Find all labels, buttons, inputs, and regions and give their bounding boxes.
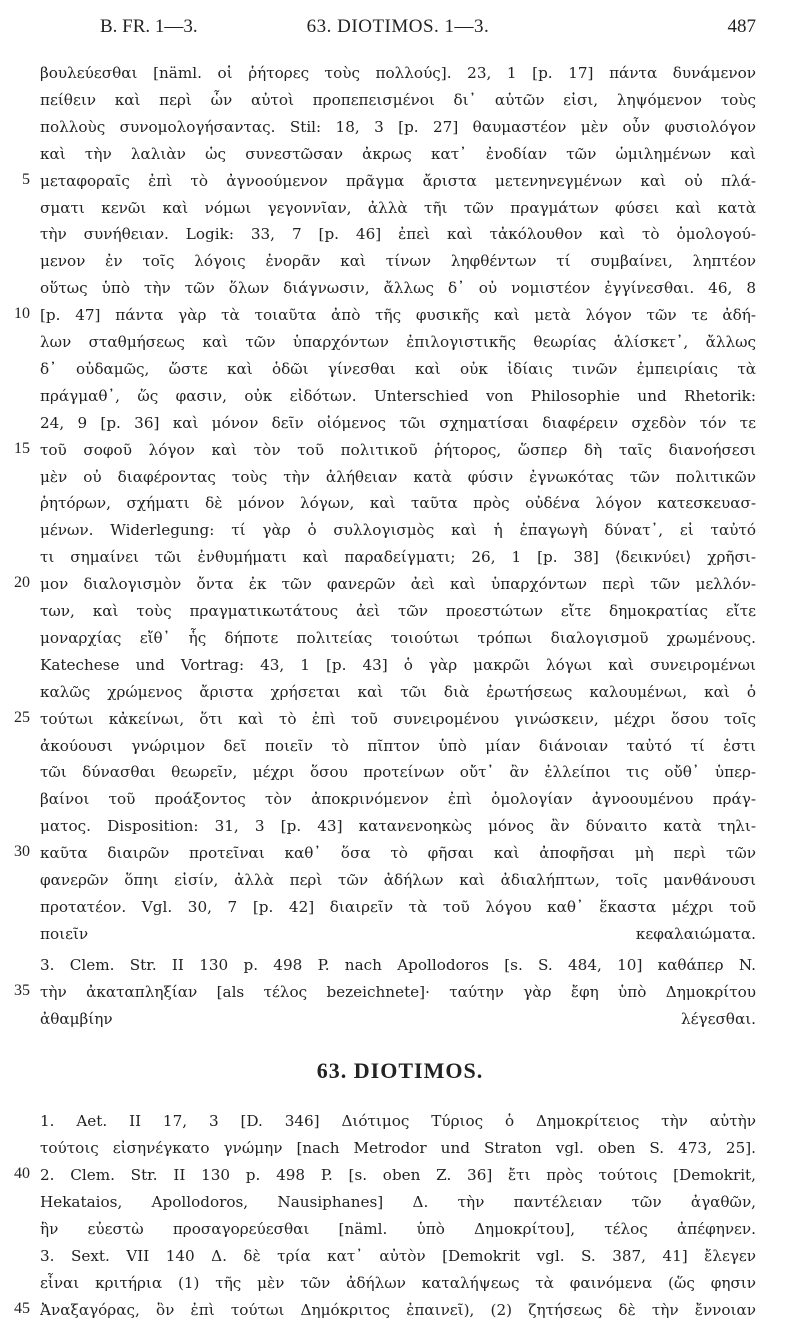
text-line <box>0 1243 800 1269</box>
line-text: μενον ἐν τοῖς λόγοις ἐνορᾶν καὶ τίνων ληφθέντων τί συμβαίνει, ληπτέον <box>40 252 756 271</box>
line-text: μοναρχίας εἴθ᾿ ἧς δήποτε πολιτείας τοιούτωι τρόπωι διαλογισμοῦ χρωμένους. <box>40 628 756 647</box>
text-line <box>0 490 800 516</box>
text-line <box>0 383 800 409</box>
line-number: 35 <box>14 981 30 999</box>
section-heading: 63. DIOTIMOS. <box>316 1058 484 1084</box>
text-line <box>0 60 800 86</box>
text-line <box>0 571 800 597</box>
text-line <box>0 1006 800 1032</box>
text-line <box>0 1270 800 1296</box>
line-text: των, καὶ τοὺς πραγματικωτάτους ἀεὶ τῶν προεστώτων εἴτε δημοκρατίας εἴτε <box>40 602 756 620</box>
text-line <box>0 195 800 221</box>
line-text: οὕτως ὑπὸ τὴν τῶν ὅλων διάγνωσιν, ἄλλως δ᾿ οὐ νομιστέον ἐγγίνεσθαι. 46, 8 <box>40 279 756 298</box>
line-text: φανερῶν ὅπηι εἰσίν, ἀλλὰ περὶ τῶν ἀδήλων καὶ ἀδιαλήπτων, τοῖς μανθάνουσι <box>40 871 756 889</box>
line-text: 3. Clem. Str. II 130 p. 498 P. nach Apollodoros [s. S. 484, 10] καθάπερ N. <box>40 955 756 974</box>
line-number: 45 <box>14 1299 30 1317</box>
line-text: [p. 47] πάντα γὰρ τὰ τοιαῦτα ἀπὸ τῆς φυσικῆς καὶ μετὰ λόγον τῶν τε ἀδή- <box>40 306 756 325</box>
line-text: 2. Clem. Str. II 130 p. 498 P. [s. oben Z. 36] ἔτι πρὸς τούτοις [Demokrit, <box>40 1166 756 1185</box>
line-text: τούτωι κἀκείνωι, ὅτι καὶ τὸ ἐπὶ τοῦ συνειρομένου γινώσκειν, μέχρι ὅσου τοῖς <box>40 709 756 728</box>
line-text: μένων. Widerlegung: τί γὰρ ὁ συλλογισμὸς καὶ ἡ ἐπαγωγὴ δύνατ᾿, εἰ ταὐτό <box>40 521 756 540</box>
line-text: Ἀναξαγόρας, ὃν ἐπὶ τούτωι Δημόκριτος ἐπαινεῖ), (2) ζητήσεως δὲ τὴν ἔννοιαν <box>40 1300 756 1319</box>
line-text: βαίνοι τοῦ προάξοντος τὸν ἀποκρινόμενον ἐπὶ ὁμολογίαν ἀγνοουμένου πράγ- <box>40 790 756 809</box>
line-text: τὴν ἀκαταπληξίαν [als τέλος bezeichnete]· ταύτην γὰρ ἔφη ὑπὸ Δημοκρίτου <box>40 982 756 1001</box>
line-number: 15 <box>14 439 30 457</box>
running-header <box>40 14 756 44</box>
text-line <box>0 759 800 785</box>
line-text: καὶ τὴν λαλιὰν ὡς συνεστῶσαν ἀκρως κατ᾿ ἐνοδίαν τῶν ὡμιλημένων καὶ <box>40 144 756 163</box>
line-text: τὴν συνήθειαν. Logik: 33, 7 [p. 46] ἐπεὶ καὶ τἀκόλουθον καὶ τὸ ὁμολογού- <box>40 225 756 244</box>
line-text: τούτοις εἰσηνέγκατο γνώμην [nach Metrodor und Straton vgl. oben S. 473, 25]. <box>40 1139 756 1158</box>
line-text: βουλεύεσθαι [näml. οἱ ῥήτορες τοὺς πολλούς]. 23, 1 [p. 17] πάντα δυνάμενον <box>40 64 756 82</box>
line-text: πράγμαθ᾿, ὥς φασιν, οὐκ εἰδότων. Unterschied von Philosophie und Rhetorik: <box>40 386 756 405</box>
text-line <box>0 979 800 1005</box>
line-text: ματος. Disposition: 31, 3 [p. 43] κατανενοηκὼς μόνος ἂν δύναιτο κατὰ τηλι- <box>40 817 756 836</box>
text-line <box>0 652 800 678</box>
text-line <box>0 1162 800 1188</box>
line-text: ἣν εὐεστὼ προσαγορεύεσθαι [näml. ὑπὸ Δημοκρίτου], τέλος ἀπέφηνεν. <box>40 1220 756 1238</box>
text-line <box>0 1108 800 1134</box>
text-line <box>0 437 800 463</box>
line-text: δ᾿ οὐδαμῶς, ὥστε καὶ ὁδῶι γίνεσθαι καὶ οὐκ ἰδίαις τινῶν ἐμπειρίαις τὰ <box>40 359 756 378</box>
line-number: 30 <box>14 843 30 861</box>
line-text: ἀκούουσι γνώριμον δεῖ ποιεῖν τὸ πῖπτον ὑπὸ μίαν διάνοιαν ταὐτό τί ἐστι <box>40 736 756 755</box>
text-line <box>0 356 800 382</box>
line-text: καλῶς χρώμενος ἄριστα χρήσεται καὶ τῶι διὰ ἐρωτήσεως καλουμένωι, καὶ ὁ <box>40 682 756 701</box>
text-line <box>0 1216 800 1242</box>
text-line <box>0 706 800 732</box>
line-text: τι σημαίνει τῶι ἐνθυμήματι καὶ παραδείγματι; 26, 1 [p. 38] ⟨δεικνύει⟩ χρῆσι- <box>40 548 756 567</box>
text-line <box>0 598 800 624</box>
line-text: Katechese und Vortrag: 43, 1 [p. 43] ὁ γὰρ μακρῶι λόγωι καὶ συνειρομένωι <box>40 655 756 674</box>
text-line <box>0 329 800 355</box>
text-line <box>0 867 800 893</box>
text-line <box>0 410 800 436</box>
text-line <box>0 786 800 812</box>
text-line <box>0 248 800 274</box>
line-number: 25 <box>14 708 30 726</box>
text-line <box>0 921 800 947</box>
text-line <box>0 813 800 839</box>
line-text: 1. Aet. II 17, 3 [D. 346] Διότιμος Τύριος ὁ Δημοκρίτειος τὴν αὐτὴν <box>40 1112 756 1131</box>
text-line <box>0 679 800 705</box>
text-line <box>0 168 800 194</box>
text-line <box>0 1189 800 1215</box>
line-text: Hekataios, Apollodoros, Nausiphanes] Δ. τὴν παντέλειαν τῶν ἀγαθῶν, <box>40 1193 756 1212</box>
text-line <box>0 114 800 140</box>
text-line <box>0 141 800 167</box>
line-text: πολλοὺς συνομολογήσαντας. Stil: 18, 3 [p. 27] θαυμαστέον μὲν οὖν φυσιολόγον <box>40 117 756 136</box>
text-line <box>0 221 800 247</box>
line-text: πείθειν καὶ περὶ ὧν αὐτοὶ προπεπεισμένοι δι᾿ αὐτῶν εἰσι, ληψόμενον τοὺς <box>40 90 756 109</box>
text-line <box>0 894 800 920</box>
line-text: μον διαλογισμὸν ὄντα ἐκ τῶν φανερῶν ἀεὶ καὶ ὑπαρχόντων περὶ τῶν μελλόν- <box>40 575 756 594</box>
text-line <box>0 464 800 490</box>
text-line <box>0 840 800 866</box>
line-text: λων σταθμήσεως καὶ τῶν ὑπαρχόντων ἐπιλογιστικῆς θεωρίας ἁλίσκετ᾿, ἄλλως <box>40 333 756 351</box>
line-text: τοῦ σοφοῦ λόγον καὶ τὸν τοῦ πολιτικοῦ ῥήτορος, ὥσπερ δὴ ταῖς διανοήσεσι <box>40 440 756 459</box>
text-line <box>0 87 800 113</box>
line-text: καῦτα διαιρῶν προτεῖναι καθ᾿ ὅσα τὸ φῆσαι καὶ ἀποφῆσαι μὴ περὶ τῶν <box>40 844 756 863</box>
page-number: 487 <box>727 16 756 37</box>
line-number: 20 <box>14 574 30 592</box>
line-text: σματι κενῶι καὶ νόμωι γεγοννῖαν, ἀλλὰ τῆι τῶν πραγμάτων φύσει καὶ κατὰ <box>40 198 756 217</box>
line-text: ῥητόρων, σχήματι δὲ μόνον λόγων, καὶ ταῦτα πρὸς οὐδένα λόγον κατεσκευασ- <box>40 494 756 513</box>
text-line <box>0 275 800 301</box>
header-fragment-ref: B. FR. 1—3. <box>100 16 198 37</box>
text-line <box>0 517 800 543</box>
header-section-title: 63. DIOTIMOS. 1—3. <box>306 16 490 37</box>
line-text: τῶι δύνασθαι θεωρεῖν, μέχρι ὅσου προτείνων οὔτ᾿ ἂν ἐλλείποι τις οὔθ᾿ ὑπερ- <box>40 763 756 782</box>
text-line <box>0 1297 800 1323</box>
line-text: 3. Sext. VII 140 Δ. δὲ τρία κατ᾿ αὐτὸν [Demokrit vgl. S. 387, 41] ἔλεγεν <box>40 1246 756 1265</box>
text-line <box>0 952 800 978</box>
text-line <box>0 625 800 651</box>
text-line <box>0 1135 800 1161</box>
line-text: προτατέον. Vgl. 30, 7 [p. 42] διαιρεῖν τὰ τοῦ λόγου καθ᾿ ἕκαστα μέχρι τοῦ <box>40 897 756 916</box>
text-line <box>0 302 800 328</box>
line-text: ποιεῖν κεφαλαιώματα. <box>40 924 756 943</box>
line-text: 24, 9 [p. 36] καὶ μόνον δεῖν οἰόμενος τῶι σχηματίσαι διαφέρειν σχεδὸν τόν τε <box>40 413 756 432</box>
line-text: μὲν οὐ διαφέροντας τοὺς τὴν ἀλήθειαν κατὰ φύσιν ἐγνωκότας τῶν πολιτικῶν <box>40 467 756 486</box>
line-text: μεταφοραῖς ἐπὶ τὸ ἀγνοούμενον πρᾶγμα ἄριστα μετενηνεγμένων καὶ οὐ πλά- <box>40 171 756 190</box>
line-text: εἶναι κριτήρια (1) τῆς μὲν τῶν ἀδήλων καταλήψεως τὰ φαινόμενα (ὥς φησιν <box>40 1273 756 1292</box>
line-number: 40 <box>14 1165 30 1183</box>
text-line <box>0 544 800 570</box>
line-text: ἀθαμβίην λέγεσθαι. <box>40 1009 756 1028</box>
line-number: 10 <box>14 305 30 323</box>
text-line <box>0 733 800 759</box>
line-number: 5 <box>22 170 30 188</box>
